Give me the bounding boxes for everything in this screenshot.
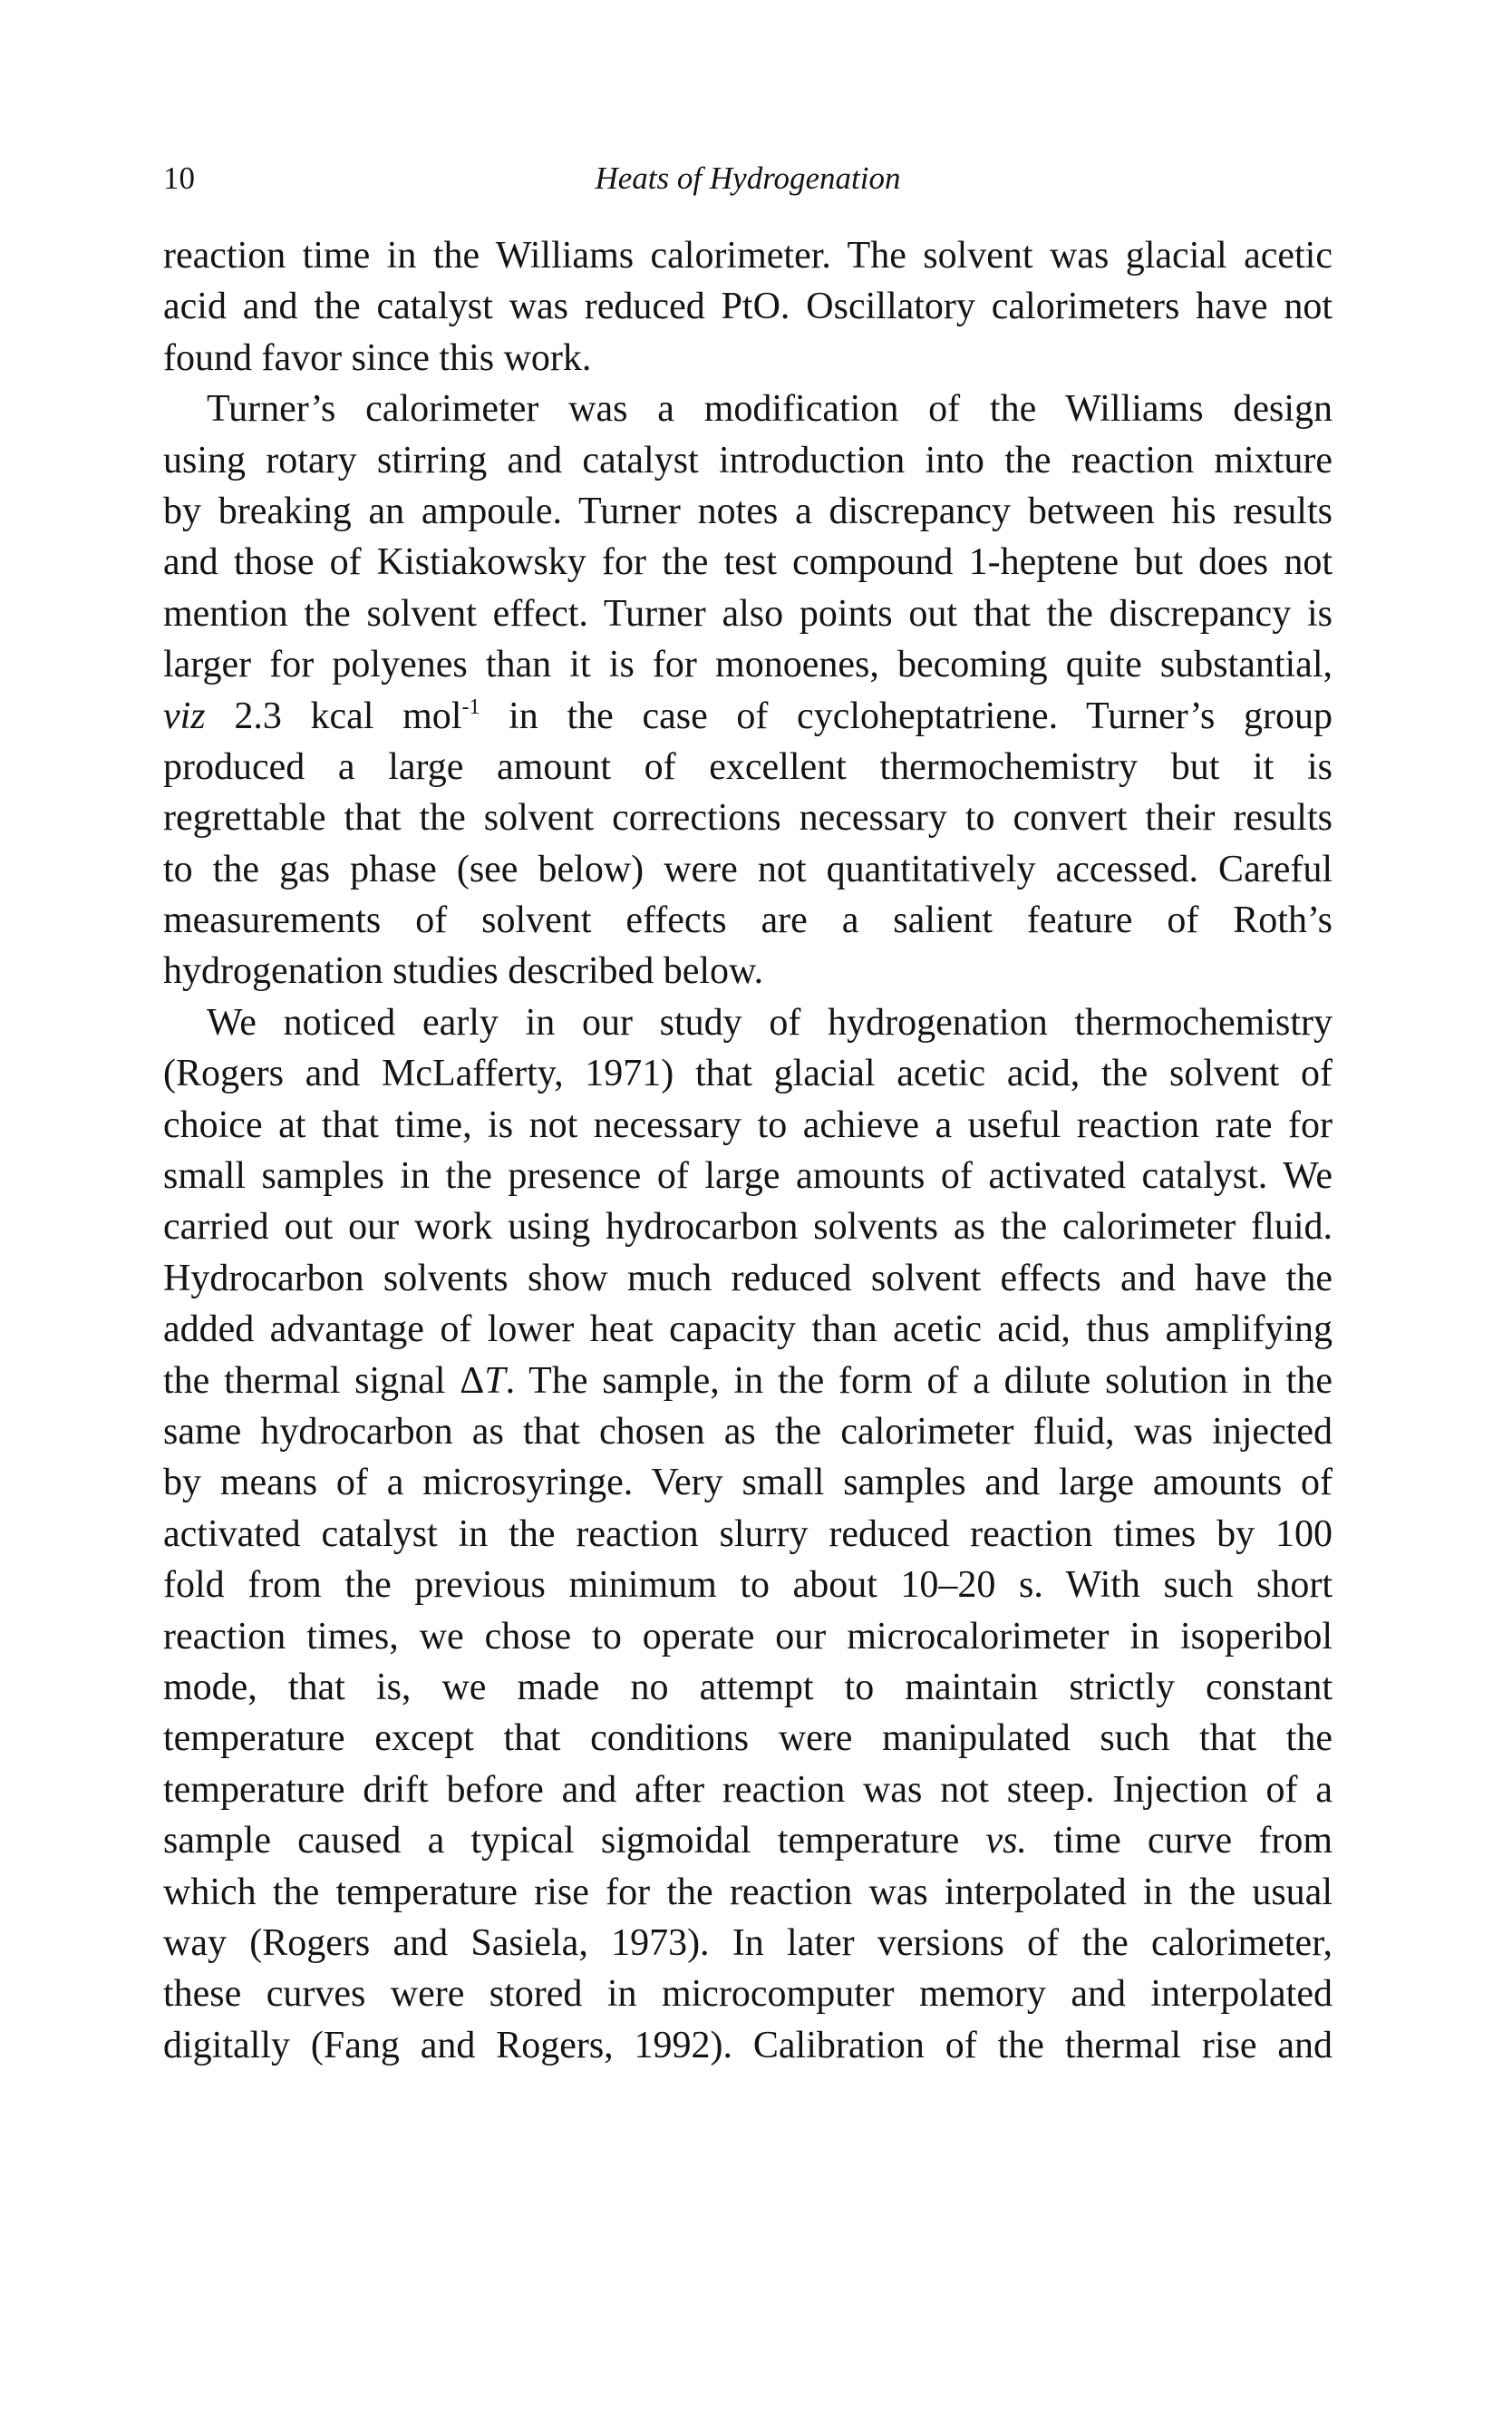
text-line: by breaking an ampoule. Turner notes a discrepancy between his results xyxy=(163,490,1333,532)
text-line: and those of Kistiakowsky for the test compound 1-heptene but does not xyxy=(163,541,1333,584)
text-line: reaction times, we chose to operate our microcalorimeter in isoperibol xyxy=(163,1615,1333,1658)
text-line: temperature drift before and after reaction was not steep. Injection of a xyxy=(163,1768,1333,1811)
text-line: same hydrocarbon as that chosen as the calorimeter fluid, was injected xyxy=(163,1410,1333,1453)
text-line: choice at that time, is not necessary to achieve a useful reaction rate for xyxy=(163,1103,1333,1146)
text-line: acid and the catalyst was reduced PtO. Oscillatory calorimeters have not xyxy=(163,286,1333,328)
viz-word: viz xyxy=(163,695,206,737)
italic-symbol: T xyxy=(484,1359,506,1402)
text-line: by means of a microsyringe. Very small samples and large amounts of xyxy=(163,1462,1333,1504)
text-line: which the temperature rise for the reaction was interpolated in the usual xyxy=(163,1871,1333,1913)
text-line: hydrogenation studies described below. xyxy=(163,950,764,993)
text-line: temperature except that conditions were manipulated such that the xyxy=(163,1717,1333,1760)
italic-abbrev: vs. xyxy=(985,1820,1027,1862)
text-line: mode, that is, we made no attempt to maintain strictly constant xyxy=(163,1666,1333,1708)
text-line: Hydrocarbon solvents show much reduced solvent effects and have the xyxy=(163,1257,1333,1299)
text-line: added advantage of lower heat capacity than acetic acid, thus amplifying xyxy=(163,1308,1333,1351)
text-line: these curves were stored in microcomputer memory and interpolated xyxy=(163,1973,1333,2016)
text-line: We noticed early in our study of hydrogenation thermochemistry xyxy=(207,1001,1333,1044)
text-line: digitally (Fang and Rogers, 1992). Calibration of the thermal rise and xyxy=(163,2024,1333,2066)
text-line: regrettable that the solvent corrections necessary to convert their results xyxy=(163,797,1333,840)
superscript: -1 xyxy=(461,695,480,719)
text-fragment: in the case of cycloheptatriene. Turner’s group xyxy=(480,695,1333,737)
text-line: Turner’s calorimeter was a modification of the Williams design xyxy=(207,388,1333,431)
text-line: activated catalyst in the reaction slurry reduced reaction times by 100 xyxy=(163,1512,1333,1555)
text-line: fold from the previous minimum to about 10–20 s. With such short xyxy=(163,1564,1333,1607)
page-number: 10 xyxy=(163,160,195,196)
text-line: to the gas phase (see below) were not quantitatively accessed. Careful xyxy=(163,848,1333,890)
text-line xyxy=(163,1356,1333,1406)
text-line: produced a large amount of excellent thermochemistry but it is xyxy=(163,745,1333,788)
text-fragment: the thermal signal Δ xyxy=(163,1359,485,1402)
text-fragment: . The sample, in the form of a dilute solution in the xyxy=(505,1359,1333,1402)
text-fragment: time curve from xyxy=(1026,1820,1333,1862)
text-line: using rotary stirring and catalyst introduction into the reaction mixture xyxy=(163,439,1333,481)
text-fragment: sample caused a typical sigmoidal temperature xyxy=(163,1820,986,1862)
text-line: larger for polyenes than it is for monoenes, becoming quite substantial, xyxy=(163,644,1333,686)
text-line: carried out our work using hydrocarbon solvents as the calorimeter fluid. xyxy=(163,1206,1333,1249)
text-fragment: 2.3 kcal mol xyxy=(205,695,462,737)
text-line: small samples in the presence of large amounts of activated catalyst. We xyxy=(163,1155,1333,1198)
text-line xyxy=(163,691,1333,742)
text-line: mention the solvent effect. Turner also points out that the discrepancy is xyxy=(163,592,1333,635)
body-text xyxy=(163,230,1333,2071)
text-line xyxy=(163,1815,1333,1866)
text-line: reaction time in the Williams calorimeter. The solvent was glacial acetic xyxy=(163,235,1333,277)
text-line: found favor since this work. xyxy=(163,336,592,379)
text-line: way (Rogers and Sasiela, 1973). In later versions of the calorimeter, xyxy=(163,1921,1333,1964)
running-title: Heats of Hydrogenation xyxy=(595,160,901,196)
text-line: measurements of solvent effects are a salient feature of Roth’s xyxy=(163,899,1333,942)
running-head xyxy=(163,156,1333,201)
text-line: (Rogers and McLafferty, 1971) that glacial acetic acid, the solvent of xyxy=(163,1053,1333,1095)
